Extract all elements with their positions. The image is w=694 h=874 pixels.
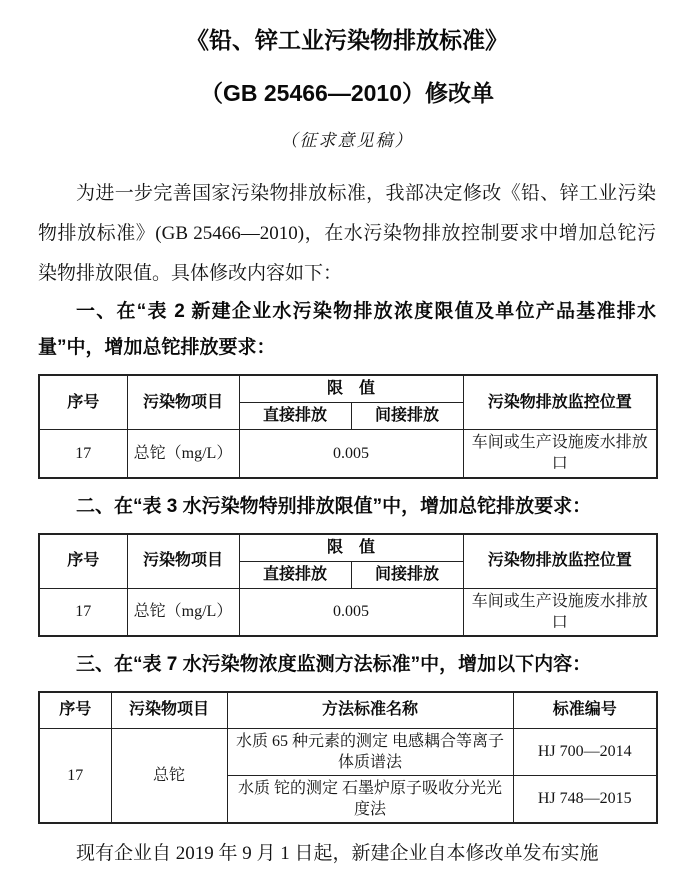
closing-paragraph: 现有企业自 2019 年 9 月 1 日起，新建企业自本修改单发布实施: [76, 842, 599, 864]
intro-paragraph: 为进一步完善国家污染物排放标准，我部决定修改《铅、锌工业污染物排放标准》(GB 25466—2010)，在水污染物排放控制要求中增加总铊污染物排放限值。具体修改内容如下：: [38, 183, 656, 284]
seq-value: 17: [39, 430, 127, 478]
document-title-line2: （GB 25466—2010）修改单: [199, 80, 494, 106]
monitor-location-value: 车间或生产设施废水排放口: [463, 430, 657, 478]
pollutant-value: 总铊（mg/L）: [127, 430, 239, 478]
document-subtitle: （征求意见稿）: [280, 131, 414, 150]
seq-column-header: 序号: [39, 534, 127, 589]
limit-column-header: 限 值: [239, 534, 463, 562]
document-title-line1: 《铅、锌工业污染物排放标准》: [186, 27, 508, 53]
table-row: [39, 375, 657, 403]
standard-code-column-header: 标准编号: [513, 692, 657, 728]
standard-code-value: HJ 748—2015: [513, 775, 657, 823]
section-1-heading: 一、在“表 2 新建企业水污染物排放浓度限值及单位产品基准排水量”中，增加总铊排放要求：: [38, 301, 656, 358]
standard-code-value: HJ 700—2014: [513, 728, 657, 775]
table-row: [39, 692, 657, 728]
section-2-heading: 二、在“表 3 水污染物特别排放限值”中，增加总铊排放要求：: [76, 495, 592, 517]
monitor-location-column-header: 污染物排放监控位置: [463, 534, 657, 589]
indirect-discharge-header: 间接排放: [351, 403, 463, 430]
table-row: [39, 728, 657, 775]
table-special-limits: [38, 533, 658, 638]
table-row: [39, 588, 657, 636]
seq-column-header: 序号: [39, 692, 111, 728]
method-name-value: 水质 65 种元素的测定 电感耦合等离子体质谱法: [227, 728, 513, 775]
limit-value: 0.005: [239, 588, 463, 636]
table-new-enterprise-limits: [38, 374, 658, 479]
table-monitoring-methods: [38, 691, 658, 824]
monitor-location-value: 车间或生产设施废水排放口: [463, 588, 657, 636]
section-3-heading: 三、在“表 7 水污染物浓度监测方法标准”中，增加以下内容：: [76, 654, 592, 675]
pollutant-column-header: 污染物项目: [127, 534, 239, 589]
pollutant-value: 总铊（mg/L）: [127, 588, 239, 636]
pollutant-column-header: 污染物项目: [127, 375, 239, 430]
direct-discharge-header: 直接排放: [239, 403, 351, 430]
method-name-value: 水质 铊的测定 石墨炉原子吸收分光光度法: [227, 775, 513, 823]
indirect-discharge-header: 间接排放: [351, 561, 463, 588]
pollutant-column-header: 污染物项目: [111, 692, 227, 728]
limit-column-header: 限 值: [239, 375, 463, 403]
pollutant-value: 总铊: [111, 728, 227, 823]
table-row: [39, 534, 657, 562]
seq-column-header: 序号: [39, 375, 127, 430]
seq-value: 17: [39, 728, 111, 823]
direct-discharge-header: 直接排放: [239, 561, 351, 588]
table-row: [39, 430, 657, 478]
seq-value: 17: [39, 588, 127, 636]
limit-value: 0.005: [239, 430, 463, 478]
monitor-location-column-header: 污染物排放监控位置: [463, 375, 657, 430]
method-name-column-header: 方法标准名称: [227, 692, 513, 728]
